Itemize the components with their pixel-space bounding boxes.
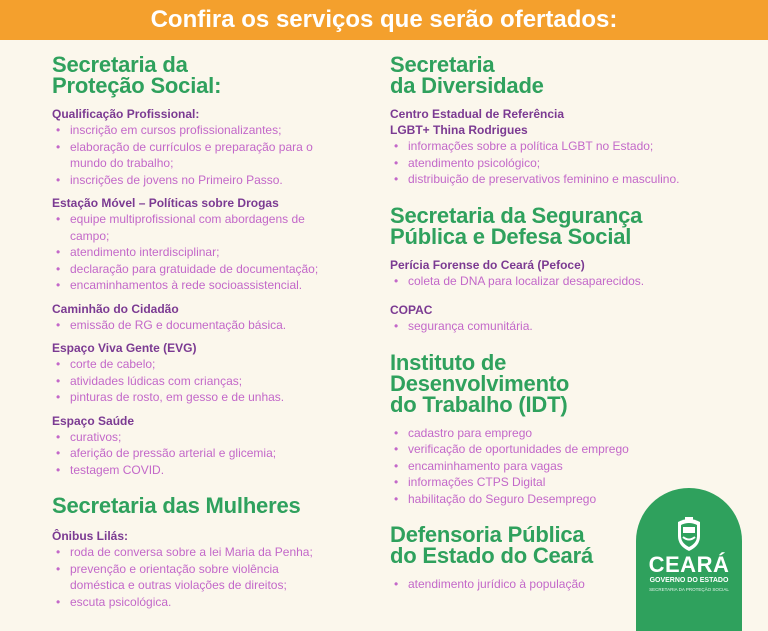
list-item: • encaminhamento para vagas [390, 458, 690, 475]
idt-title-line1: Instituto de [390, 349, 507, 375]
qualificacao-list [52, 122, 372, 188]
caminhao-label: Caminhão do Cidadão [52, 301, 179, 316]
diversidade-label [390, 106, 690, 138]
diversidade-title-line2: da Diversidade [390, 73, 544, 98]
pefoce-list [390, 273, 690, 290]
list-item: • elaboração de currículos e preparação para o [52, 139, 372, 156]
saude-list [52, 429, 372, 479]
onibus-label: Ônibus Lilás: [52, 529, 129, 543]
list-item-continuation: doméstica e outras violações de direitos; [70, 578, 287, 592]
evg-label: Espaço Viva Gente (EVG) [52, 341, 197, 355]
diversidade-title [390, 54, 690, 96]
diversidade-label-line1: Centro Estadual de Referência [390, 107, 565, 121]
list-item: • inscrição em cursos profissionalizantes; [52, 122, 372, 139]
list-item: • verificação de oportunidades de emprego [390, 441, 690, 458]
list-item: • atividades lúdicas com crianças; [52, 373, 372, 390]
estacao-list [52, 211, 372, 294]
diversidade-label-line2: LGBT+ Thina Rodrigues [390, 123, 528, 137]
list-item: • aferição de pressão arterial e glicemia; [52, 445, 372, 462]
pefoce-label: Perícia Forense do Ceará (Pefoce) [390, 257, 585, 272]
seguranca-title-line2: Pública e Defesa Social [390, 223, 632, 249]
list-item: • atendimento psicológico; [390, 155, 690, 172]
list-item: • informações CTPS Digital [390, 474, 690, 491]
list-item: • habilitação do Seguro Desemprego [390, 491, 690, 508]
list-item: • inscrições de jovens no Primeiro Passo. [52, 172, 372, 189]
idt-title [390, 349, 690, 417]
logo-title: CEARÁ [648, 552, 730, 577]
seguranca-title-line1: Secretaria da Segurança [390, 202, 643, 228]
diversidade-list [390, 138, 690, 188]
page-banner: Confira os serviços que serão ofertados: [0, 0, 768, 40]
list-item-continuation: campo; [70, 228, 110, 243]
protecao-social-title [52, 54, 372, 96]
estacao-label: Estação Móvel – Políticas sobre Drogas [52, 196, 279, 210]
qualificacao-label: Qualificação Profissional: [52, 107, 200, 121]
diversidade-title-line1: Secretaria [390, 52, 495, 77]
list-item: • curativos; [52, 429, 372, 446]
ceara-government-logo [636, 488, 742, 631]
idt-title-line3: do Trabalho (IDT) [390, 391, 568, 417]
list-item: • testagem COVID. [52, 462, 372, 479]
logo-subtitle-secretaria: SECRETARIA DA PROTEÇÃO SOCIAL [649, 587, 729, 592]
protecao-title-line1: Secretaria da [52, 52, 188, 77]
logo-subtitle: GOVERNO DO ESTADO [649, 577, 729, 584]
list-item: • atendimento jurídico à população [390, 576, 690, 593]
list-item: • distribuição de preservativos feminino e masculino. [390, 171, 690, 188]
list-item: • emissão de RG e documentação básica. [52, 317, 372, 334]
idt-title-line2: Desenvolvimento [390, 370, 570, 396]
state-crest-icon [674, 516, 704, 552]
list-item: • equipe multiprofissional com abordagens de [52, 211, 372, 228]
list-item: • declaração para gratuidade de documentação; [52, 261, 372, 278]
list-item: • roda de conversa sobre a lei Maria da Penha; [52, 544, 372, 561]
list-item: • corte de cabelo; [52, 356, 372, 373]
saude-label: Espaço Saúde [52, 413, 135, 428]
evg-list [52, 356, 372, 406]
list-item: • atendimento interdisciplinar; [52, 244, 372, 261]
list-item: • informações sobre a política LGBT no Estado; [390, 138, 690, 155]
caminhao-list [52, 317, 372, 334]
defensoria-title-line1: Defensoria Pública [390, 522, 585, 547]
list-item: • coleta de DNA para localizar desaparecidos. [390, 273, 690, 290]
list-item: • pinturas de rosto, em gesso e de unhas. [52, 389, 372, 406]
list-item: • cadastro para emprego [390, 425, 690, 442]
protecao-title-line2: Proteção Social: [52, 73, 222, 98]
idt-list [390, 425, 690, 508]
list-item: • encaminhamentos à rede socioassistencial. [52, 277, 372, 294]
defensoria-title-line2: do Estado do Ceará [390, 543, 593, 568]
list-item: • escuta psicológica. [52, 594, 372, 611]
copac-list [390, 318, 690, 335]
list-item-continuation: mundo do trabalho; [70, 156, 174, 170]
copac-label: COPAC [390, 303, 433, 317]
list-item: • segurança comunitária. [390, 318, 690, 335]
seguranca-title [390, 202, 690, 249]
onibus-list [52, 544, 372, 610]
left-column [52, 54, 372, 610]
list-item: • prevenção e orientação sobre violência [52, 561, 372, 578]
mulheres-title: Secretaria das Mulheres [52, 493, 301, 518]
